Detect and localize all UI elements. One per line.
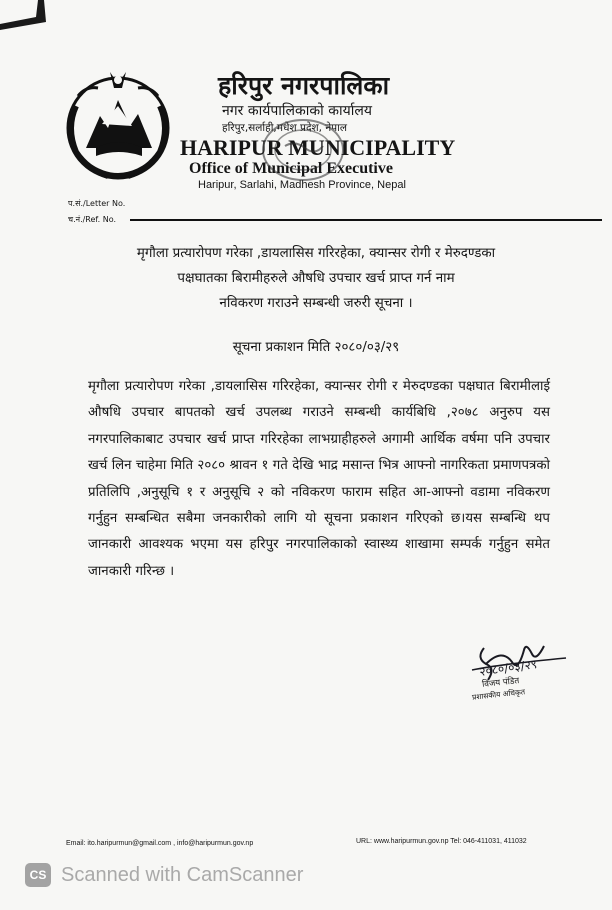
reference-number-label: च.नं./Ref. No.	[68, 215, 117, 224]
footer-url-phone: URL: www.haripurmun.gov.np Tel: 046-411031, 411032	[356, 838, 527, 845]
notice-subject	[74, 241, 558, 316]
nepal-emblem-icon	[58, 66, 178, 186]
header-divider	[130, 219, 602, 221]
letter-number-label: प.सं./Letter No.	[68, 199, 126, 208]
camscanner-watermark	[25, 862, 303, 888]
office-stamp	[255, 110, 350, 190]
page-corner-mark	[0, 0, 50, 30]
signatory-title: प्रशासकीय अधिकृत	[471, 687, 526, 702]
address-english: Haripur, Sarlahi, Madhesh Province, Nepal	[198, 179, 406, 191]
subject-line: नविकरण गराउने सम्बन्धी जरुरी सूचना ।	[219, 296, 413, 311]
subject-line: मृगौला प्रत्यारोपण गरेका ,डायलासिस गरिरहेका, क्यान्सर रोगी र मेरुदण्डका	[136, 246, 496, 261]
office-name-english: Office of Municipal Executive	[189, 160, 393, 177]
subject-line: पक्षघातका बिरामीहरुले औषधि उपचार खर्च प्राप्त गर्न नाम	[177, 271, 455, 286]
notice-body: मृगौला प्रत्यारोपण गरेका ,डायलासिस गरिरहेका, क्यान्सर रोगी र मेरुदण्डका पक्षघात बिरामीलाई औषधि उपचार बापतको खर्च उपलब्ध गराउने सम्बन्धी कार्यबिधि ,२०७८ अनुरुप यस नगरपालिकाबाट उपचार खर्च प्राप्त गरिरहेका लाभग्राहीहरुले अगामी आर्थिक वर्षमा पनि उपचार खर्च लिन चाहेमा मिति २०८० श्रावन १ गते देखि भाद्र मसान्त भित्र आफ्नो नागरिकता प्रमाणपत्रको प्रतिलिपि ,अनुसूचि १ र अनुसूचि २ को नविकरण फाराम सहित आ-आफ्नो वडामा नविकरण गर्नुहुन सम्बन्धित सबैमा जनकारीको लागि यो सूचना प्रकाशन गरिएको छ।यस सम्बन्धि थप जानकारी आवश्यक भएमा यस हरिपुर नगरपालिकाको स्वास्थ्य शाखामा सम्पर्क गर्नुहुन समेत जानकारी गरिन्छ ।	[88, 379, 550, 579]
signatory-name: विजय पंडित	[481, 676, 520, 690]
footer-email: Email: ito.haripurmun@gmail.com , info@haripurmun.gov.np	[66, 840, 254, 847]
camscanner-text: Scanned with CamScanner	[61, 863, 304, 886]
office-name-nepali: नगर कार्यपालिकाको कार्यालय	[222, 103, 372, 119]
municipality-name-nepali: हरिपुर नगरपालिका	[218, 71, 390, 100]
publication-date: सूचना प्रकाशन मिति २०८०/०३/२९	[232, 340, 400, 355]
address-nepali: हरिपुर,सर्लाही,मधेश प्रदेश, नेपाल	[222, 122, 347, 134]
svg-text:२०८०/०३/२९: २०८०/०३/२९	[478, 657, 538, 679]
municipality-name-english: HARIPUR MUNICIPALITY	[180, 135, 456, 160]
camscanner-logo-icon: CS	[25, 863, 51, 887]
